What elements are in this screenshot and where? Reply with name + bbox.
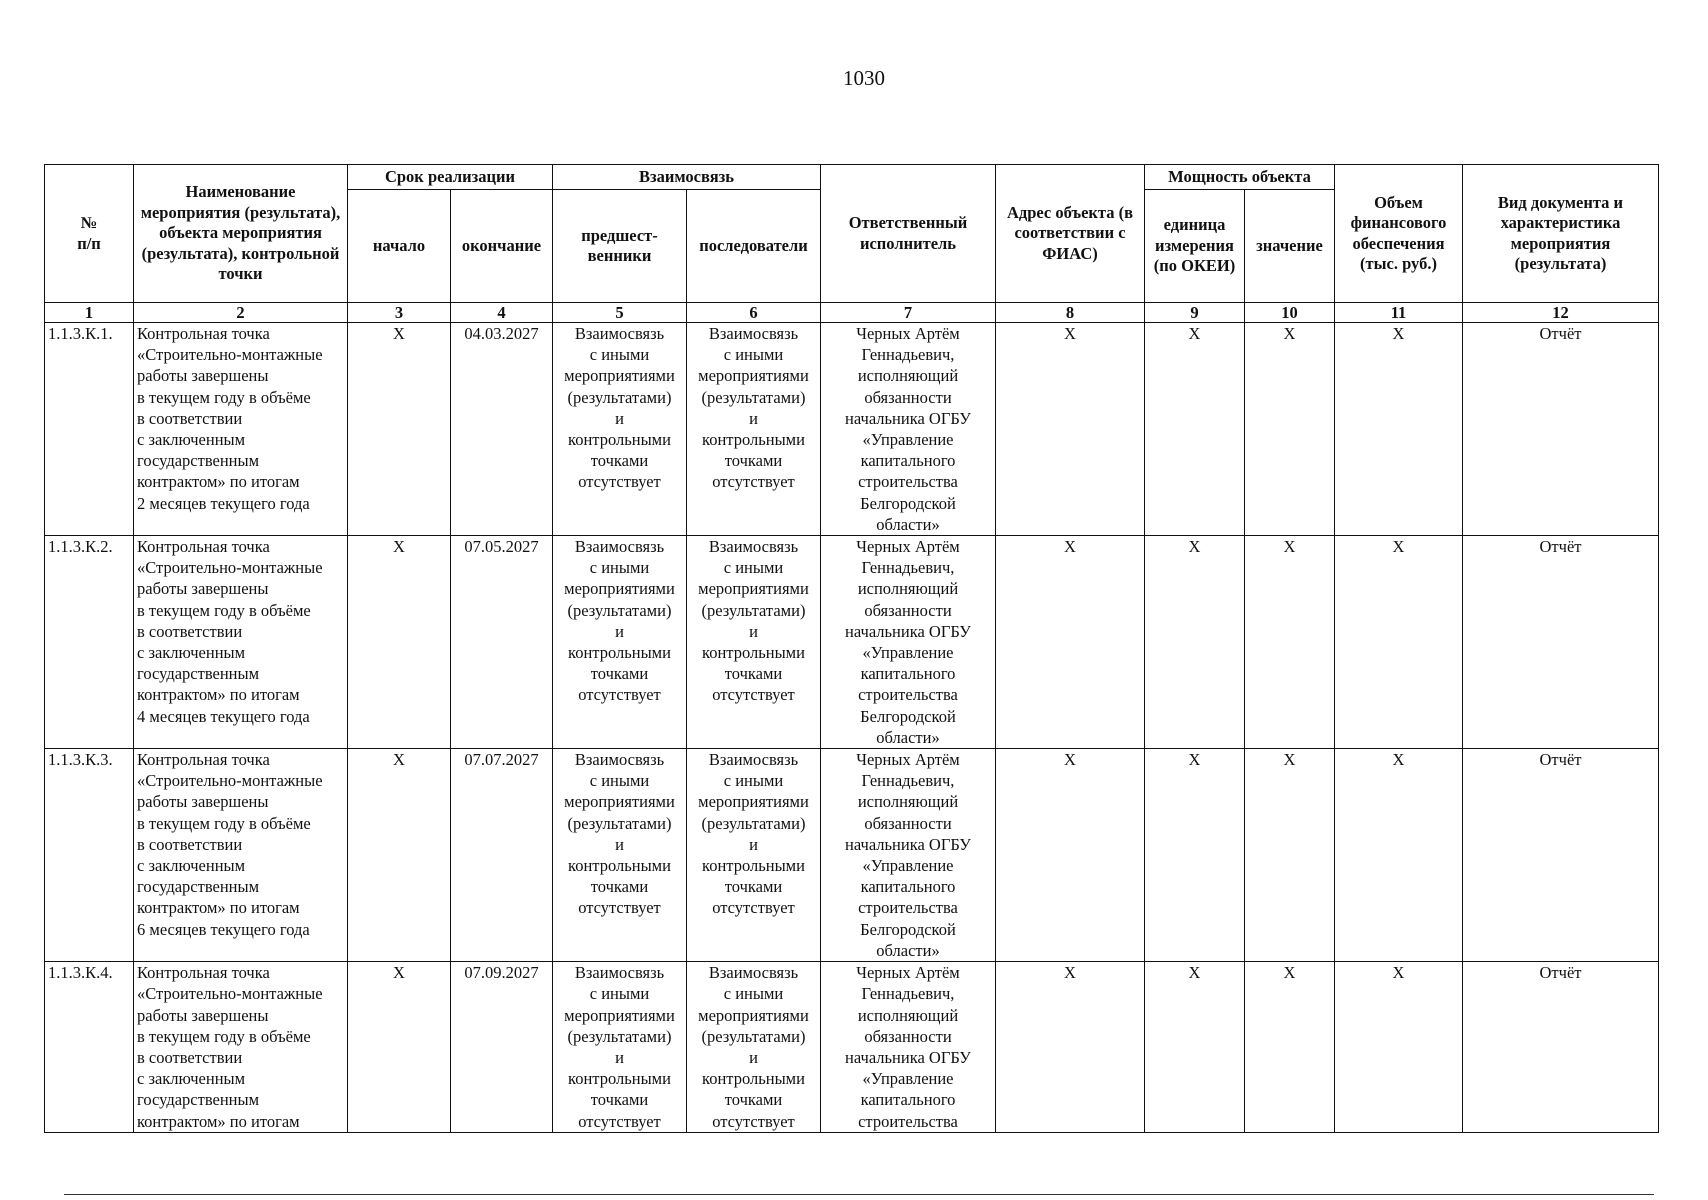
row-executor: Черных Артём Геннадьевич, исполняющий обязанности начальника ОГБУ «Управление капитального строительства [821, 962, 996, 1133]
column-number: 6 [687, 303, 821, 323]
column-number: 8 [996, 303, 1145, 323]
row-unit: Х [1145, 962, 1245, 1133]
row-predecessors: Взаимосвязь с иными мероприятиями (результатами) и контрольными точками отсутствует [553, 962, 687, 1133]
row-number: 1.1.3.К.2. [45, 536, 134, 749]
column-number: 11 [1335, 303, 1463, 323]
row-successors: Взаимосвязь с иными мероприятиями (результатами) и контрольными точками отсутствует [687, 962, 821, 1133]
row-address: Х [996, 962, 1145, 1133]
row-unit: Х [1145, 323, 1245, 536]
row-name: Контрольная точка «Строительно-монтажные работы завершены в текущем году в объёме в соответствии с заключенным государственным контрактом» по итогам [134, 962, 348, 1133]
header-link-pred: предшест- венники [553, 190, 687, 303]
row-doc: Отчёт [1463, 323, 1659, 536]
header-term: Срок реализации [348, 165, 553, 190]
row-predecessors: Взаимосвязь с иными мероприятиями (результатами) и контрольными точками отсутствует [553, 536, 687, 749]
row-predecessors: Взаимосвязь с иными мероприятиями (результатами) и контрольными точками отсутствует [553, 323, 687, 536]
row-executor: Черных Артём Геннадьевич, исполняющий обязанности начальника ОГБУ «Управление капитального строительства Белгородской области» [821, 323, 996, 536]
header-executor: Ответственный исполнитель [821, 165, 996, 303]
row-start: Х [348, 749, 451, 962]
header-capacity-value: значение [1245, 190, 1335, 303]
row-start: Х [348, 536, 451, 749]
row-unit: Х [1145, 749, 1245, 962]
row-finance: Х [1335, 749, 1463, 962]
header-link: Взаимосвязь [553, 165, 821, 190]
header-capacity: Мощность объекта [1145, 165, 1335, 190]
column-number: 10 [1245, 303, 1335, 323]
header-term-end: окончание [451, 190, 553, 303]
plan-table [44, 164, 1659, 1133]
table-row [45, 323, 1659, 536]
row-address: Х [996, 323, 1145, 536]
header-name: Наименование мероприятия (результата), объекта мероприятия (результата), контрольной точки [134, 165, 348, 303]
row-unit: Х [1145, 536, 1245, 749]
page-edge-line [64, 1194, 1654, 1195]
page-number: 1030 [843, 66, 885, 90]
header-link-succ: последователи [687, 190, 821, 303]
row-doc: Отчёт [1463, 536, 1659, 749]
column-number: 5 [553, 303, 687, 323]
row-value: Х [1245, 749, 1335, 962]
row-end: 07.05.2027 [451, 536, 553, 749]
row-address: Х [996, 749, 1145, 962]
column-number: 2 [134, 303, 348, 323]
row-address: Х [996, 536, 1145, 749]
row-executor: Черных Артём Геннадьевич, исполняющий обязанности начальника ОГБУ «Управление капитального строительства Белгородской области» [821, 536, 996, 749]
row-successors: Взаимосвязь с иными мероприятиями (результатами) и контрольными точками отсутствует [687, 323, 821, 536]
table-row [45, 962, 1659, 1133]
row-executor: Черных Артём Геннадьевич, исполняющий обязанности начальника ОГБУ «Управление капитального строительства Белгородской области» [821, 749, 996, 962]
header-address: Адрес объекта (в соответствии с ФИАС) [996, 165, 1145, 303]
header-term-start: начало [348, 190, 451, 303]
row-number: 1.1.3.К.1. [45, 323, 134, 536]
column-number: 12 [1463, 303, 1659, 323]
column-number: 3 [348, 303, 451, 323]
row-value: Х [1245, 323, 1335, 536]
row-value: Х [1245, 536, 1335, 749]
row-predecessors: Взаимосвязь с иными мероприятиями (результатами) и контрольными точками отсутствует [553, 749, 687, 962]
row-finance: Х [1335, 323, 1463, 536]
row-start: Х [348, 962, 451, 1133]
row-number: 1.1.3.К.4. [45, 962, 134, 1133]
row-name: Контрольная точка «Строительно-монтажные работы завершены в текущем году в объёме в соответствии с заключенным государственным контрактом» по итогам 4 месяцев текущего года [134, 536, 348, 749]
header-finance: Объем финансового обеспечения (тыс. руб.) [1335, 165, 1463, 303]
row-end: 07.09.2027 [451, 962, 553, 1133]
row-doc: Отчёт [1463, 962, 1659, 1133]
column-number: 4 [451, 303, 553, 323]
row-number: 1.1.3.К.3. [45, 749, 134, 962]
column-number: 1 [45, 303, 134, 323]
column-numbers-row [45, 303, 1659, 323]
row-end: 04.03.2027 [451, 323, 553, 536]
row-end: 07.07.2027 [451, 749, 553, 962]
row-name: Контрольная точка «Строительно-монтажные работы завершены в текущем году в объёме в соответствии с заключенным государственным контрактом» по итогам 2 месяцев текущего года [134, 323, 348, 536]
row-successors: Взаимосвязь с иными мероприятиями (результатами) и контрольными точками отсутствует [687, 749, 821, 962]
table-row [45, 749, 1659, 962]
header-capacity-unit: единица измерения (по ОКЕИ) [1145, 190, 1245, 303]
column-number: 9 [1145, 303, 1245, 323]
row-successors: Взаимосвязь с иными мероприятиями (результатами) и контрольными точками отсутствует [687, 536, 821, 749]
row-finance: Х [1335, 962, 1463, 1133]
header-doc-type: Вид документа и характеристика мероприятия (результата) [1463, 165, 1659, 303]
row-value: Х [1245, 962, 1335, 1133]
row-name: Контрольная точка «Строительно-монтажные работы завершены в текущем году в объёме в соответствии с заключенным государственным контрактом» по итогам 6 месяцев текущего года [134, 749, 348, 962]
table-row [45, 536, 1659, 749]
column-number: 7 [821, 303, 996, 323]
row-finance: Х [1335, 536, 1463, 749]
row-start: Х [348, 323, 451, 536]
row-doc: Отчёт [1463, 749, 1659, 962]
header-num: № п/п [45, 165, 134, 303]
